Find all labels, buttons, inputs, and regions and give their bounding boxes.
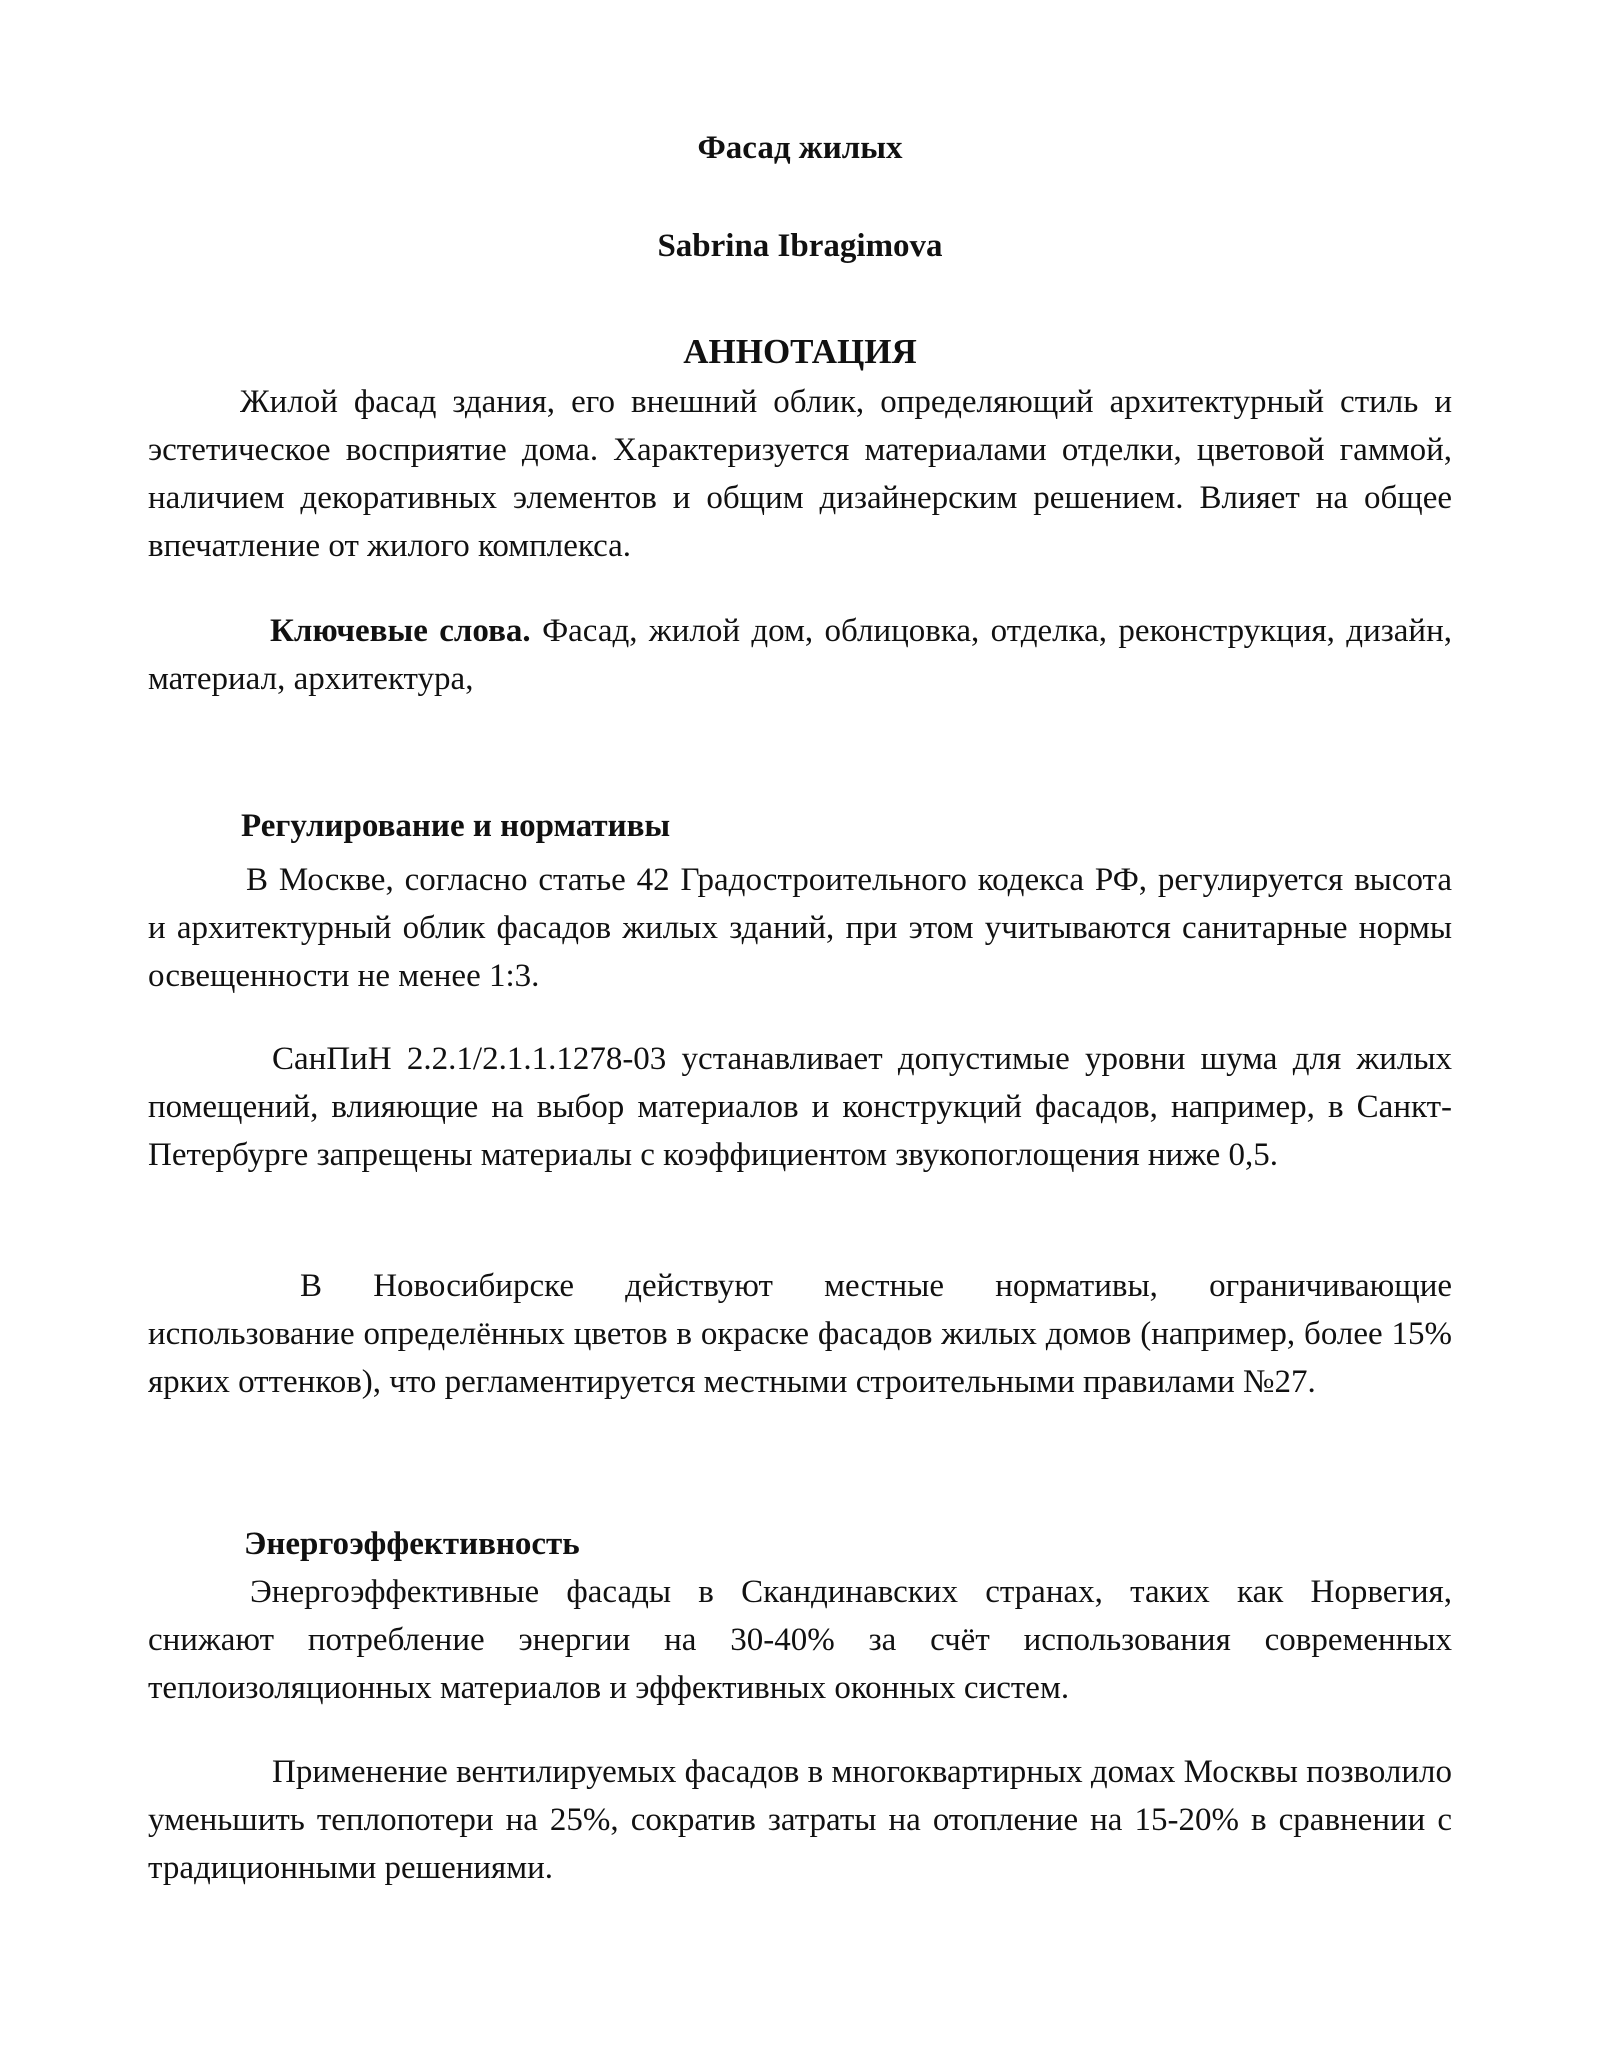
regulation-paragraph-1: В Москве, согласно статье 42 Градостроительного кодекса РФ, регулируется высота и архитектурный облик фасадов жилых зданий, при этом учитываются санитарные нормы освещенности не менее 1:3. <box>148 862 1452 994</box>
section-heading-regulation: Регулирование и нормативы <box>241 808 671 844</box>
regulation-paragraph-2: СанПиН 2.2.1/2.1.1.1278-03 устанавливает допустимые уровни шума для жилых помещений, влияющие на выбор материалов и конструкций фасадов, например, в Санкт-Петербурге запрещены материалы с коэффициентом звукопоглощения ниже 0,5. <box>148 1041 1452 1173</box>
keywords-paragraph <box>148 607 1452 703</box>
author-name: Sabrina Ibragimova <box>657 228 943 264</box>
annotation-heading: АННОТАЦИЯ <box>683 332 917 371</box>
energy-paragraph-1: Энергоэффективные фасады в Скандинавских странах, таких как Норвегия, снижают потребление энергии на 30-40% за счёт использования современных теплоизоляционных материалов и эффективных оконных систем. <box>148 1574 1452 1706</box>
annotation-paragraph: Жилой фасад здания, его внешний облик, определяющий архитектурный стиль и эстетическое восприятие дома. Характеризуется материалами отделки, цветовой гаммой, наличием декоративных элементов и общим дизайнерским решением. Влияет на общее впечатление от жилого комплекса. <box>148 384 1452 564</box>
keywords-label: Ключевые слова. <box>270 613 531 649</box>
document-title: Фасад жилых <box>697 130 903 166</box>
regulation-paragraph-3: В Новосибирске действуют местные нормативы, ограничивающие использование определённых цветов в окраске фасадов жилых домов (например, более 15% ярких оттенков), что регламентируется местными строительными правилами №27. <box>148 1268 1452 1400</box>
section-heading-energy: Энергоэффективность <box>244 1526 580 1562</box>
keywords-text: Фасад, жилой дом, облицовка, отделка, реконструкция, дизайн, материал, архитектура, <box>148 613 1452 697</box>
energy-paragraph-2: Применение вентилируемых фасадов в многоквартирных домах Москвы позволило уменьшить теплопотери на 25%, сократив затраты на отопление на 15-20% в сравнении с традиционными решениями. <box>148 1754 1452 1886</box>
